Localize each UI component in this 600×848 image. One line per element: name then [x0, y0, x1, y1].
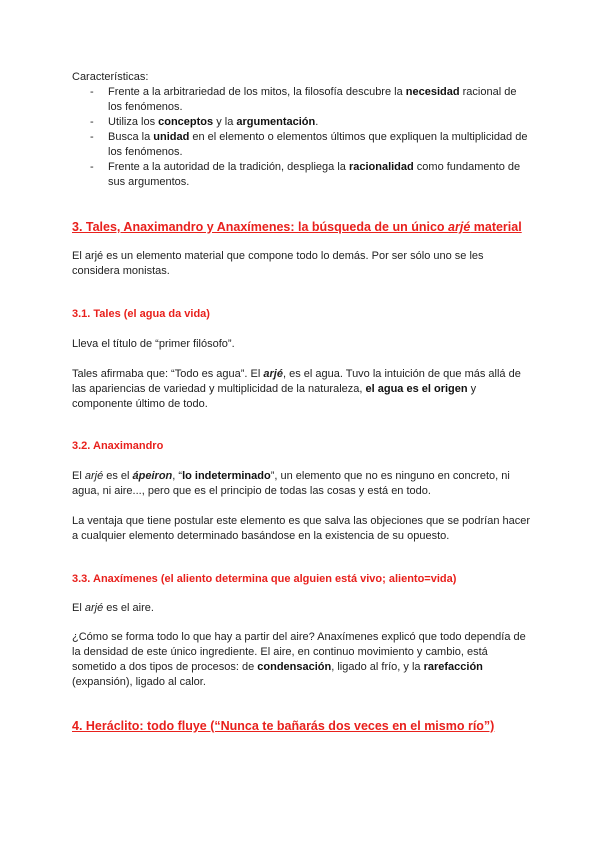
list-item: - Frente a la autoridad de la tradición, despliega la racionalidad como fundamento de sus argumentos.: [90, 161, 521, 188]
list-item: - Utiliza los conceptos y la argumentación.: [90, 116, 319, 128]
section-3-3-p2: ¿Cómo se forma todo lo que hay a partir del aire? Anaxímenes explicó que todo dependía de la densidad de este único ingrediente. El aire, en continuo movimiento y cambio, está sometido a dos tipos de procesos: de condensación, ligado al frío, y la rarefacción (expansión), ligado al calor.: [72, 631, 526, 688]
characteristics-block: [72, 70, 532, 190]
section-3-2-p1: El arjé es el ápeiron, “lo indeterminado”, un elemento que no es ninguno en concreto, ni agua, ni aire..., pero que es el principio de todas las cosas y está en todo.: [72, 470, 510, 497]
list-item: - Busca la unidad en el elemento o elementos últimos que expliquen la multiplicidad de los fenómenos.: [90, 131, 528, 158]
section-3-text: El arjé es un elemento material que compone todo lo demás. Por ser sólo uno se les considera monistas.: [72, 250, 484, 277]
section-3-1-p2: Tales afirmaba que: “Todo es agua”. El arjé, es el agua. Tuvo la intuición de que más allá de las apariencias de variedad y multiplicidad de la naturaleza, el agua es el origen y componente último de todo.: [72, 368, 521, 410]
section-3-2-heading: 3.2. Anaximandro: [72, 440, 164, 452]
section-3-heading: 3. Tales, Anaximandro y Anaxímenes: la búsqueda de un único arjé material: [72, 220, 522, 234]
section-4-heading: 4. Heráclito: todo fluye (“Nunca te bañarás dos veces en el mismo río”): [72, 719, 495, 733]
section-3-1-p1: Lleva el título de “primer filósofo”.: [72, 338, 235, 350]
section-3-3-heading: 3.3. Anaxímenes (el aliento determina que alguien está vivo; aliento=vida): [72, 573, 457, 585]
section-3-3-p1: El arjé es el aire.: [72, 602, 154, 614]
characteristics-label: Características:: [72, 71, 149, 83]
section-3-1-heading: 3.1. Tales (el agua da vida): [72, 308, 210, 320]
section-3-2-p2: La ventaja que tiene postular este elemento es que salva las objeciones que se podrían hacer a cualquier elemento determinado basándose en la existencia de su opuesto.: [72, 515, 531, 542]
list-item: - Frente a la arbitrariedad de los mitos, la filosofía descubre la necesidad racional de los fenómenos.: [90, 86, 517, 113]
characteristics-list: [72, 85, 532, 190]
